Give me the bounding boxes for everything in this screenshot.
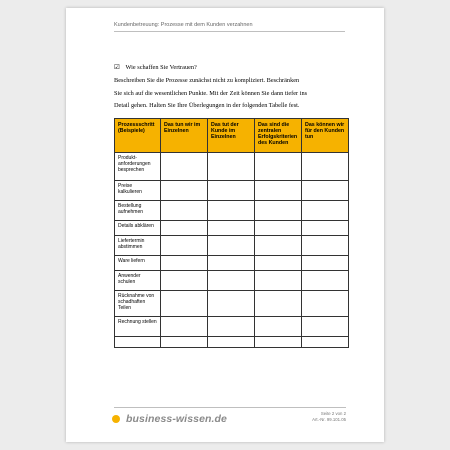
empty-cell bbox=[161, 153, 208, 181]
page-info bbox=[294, 411, 346, 423]
footer-divider bbox=[114, 407, 346, 408]
table-row bbox=[115, 256, 349, 271]
empty-cell bbox=[208, 271, 255, 291]
table-row bbox=[115, 201, 349, 221]
process-step-cell: Anwender schulen bbox=[115, 271, 161, 291]
empty-cell bbox=[302, 221, 349, 236]
process-step-cell bbox=[115, 337, 161, 348]
empty-cell bbox=[255, 337, 302, 348]
process-step-cell: Rücknahme von schadhaften Teilen bbox=[115, 291, 161, 317]
empty-cell bbox=[161, 221, 208, 236]
table-row bbox=[115, 221, 349, 236]
table-row bbox=[115, 181, 349, 201]
article-number: Art.-Nr. 99.101.05 bbox=[312, 417, 346, 422]
process-step-cell: Liefertermin abstimmen bbox=[115, 236, 161, 256]
table-row bbox=[115, 317, 349, 337]
process-step-cell: Preise kalkulieren bbox=[115, 181, 161, 201]
empty-cell bbox=[255, 181, 302, 201]
brand-logo bbox=[112, 413, 227, 425]
empty-cell bbox=[255, 271, 302, 291]
intro-line: Sie sich auf die wesentlichen Punkte. Mit der Zeit können Sie dann tiefer ins bbox=[114, 89, 308, 97]
empty-cell bbox=[208, 337, 255, 348]
header-divider bbox=[114, 31, 345, 32]
empty-cell bbox=[255, 291, 302, 317]
empty-cell bbox=[161, 291, 208, 317]
empty-cell bbox=[255, 236, 302, 256]
empty-cell bbox=[208, 153, 255, 181]
checkbox-icon: ☑ bbox=[114, 64, 120, 71]
table-row bbox=[115, 291, 349, 317]
question-text: Wie schaffen Sie Vertrauen? bbox=[125, 64, 197, 71]
table-row bbox=[115, 236, 349, 256]
empty-cell bbox=[161, 271, 208, 291]
empty-cell bbox=[255, 256, 302, 271]
empty-cell bbox=[208, 201, 255, 221]
page-number: Seite 2 von 2 bbox=[320, 411, 346, 416]
page-header-title: Kundenbetreuung: Prozesse mit dem Kunden verzahnen bbox=[114, 22, 253, 28]
empty-cell bbox=[161, 256, 208, 271]
process-step-cell: Rechnung stellen bbox=[115, 317, 161, 337]
process-step-cell: Details abklären bbox=[115, 221, 161, 236]
empty-cell bbox=[302, 337, 349, 348]
empty-cell bbox=[208, 181, 255, 201]
column-header-step: Prozessschritt (Beispiele) bbox=[115, 119, 161, 153]
empty-cell bbox=[161, 337, 208, 348]
process-table bbox=[114, 118, 349, 348]
empty-cell bbox=[255, 317, 302, 337]
empty-cell bbox=[161, 201, 208, 221]
document-page bbox=[66, 8, 384, 442]
empty-cell bbox=[208, 236, 255, 256]
intro-line: Detail gehen. Halten Sie Ihre Überlegungen in der folgenden Tabelle fest. bbox=[114, 102, 300, 109]
empty-cell bbox=[161, 236, 208, 256]
column-header-customer-does: Das tut der Kunde im Einzelnen bbox=[208, 119, 255, 153]
empty-cell bbox=[302, 317, 349, 337]
logo-text: business-wissen.de bbox=[126, 413, 228, 425]
section-question bbox=[114, 63, 354, 71]
process-step-cell: Bestellung aufnehmen bbox=[115, 201, 161, 221]
empty-cell bbox=[208, 221, 255, 236]
empty-cell bbox=[302, 271, 349, 291]
empty-cell bbox=[208, 291, 255, 317]
empty-cell bbox=[208, 317, 255, 337]
empty-cell bbox=[255, 153, 302, 181]
process-step-cell: Produkt-anforderungen besprechen bbox=[115, 153, 161, 181]
intro-line: Beschreiben Sie die Prozesse zunächst nicht zu kompliziert. Beschränken bbox=[114, 77, 300, 84]
column-header-we-can-do: Das können wir für den Kunden tun bbox=[302, 119, 349, 153]
empty-cell bbox=[208, 256, 255, 271]
empty-cell bbox=[255, 221, 302, 236]
empty-cell bbox=[302, 201, 349, 221]
column-header-we-do: Das tun wir im Einzelnen bbox=[161, 119, 208, 153]
intro-paragraph bbox=[114, 75, 350, 113]
logo-dot-icon bbox=[112, 415, 120, 423]
column-header-success-criteria: Das sind die zentralen Erfolgskriterien des Kunden bbox=[255, 119, 302, 153]
empty-cell bbox=[161, 317, 208, 337]
table-row bbox=[115, 337, 349, 348]
empty-cell bbox=[302, 236, 349, 256]
empty-cell bbox=[302, 153, 349, 181]
empty-cell bbox=[302, 181, 349, 201]
table-row bbox=[115, 153, 349, 181]
empty-cell bbox=[161, 181, 208, 201]
process-step-cell: Ware liefern bbox=[115, 256, 161, 271]
table-header-row bbox=[115, 119, 349, 153]
empty-cell bbox=[302, 291, 349, 317]
table-row bbox=[115, 271, 349, 291]
empty-cell bbox=[255, 201, 302, 221]
empty-cell bbox=[302, 256, 349, 271]
